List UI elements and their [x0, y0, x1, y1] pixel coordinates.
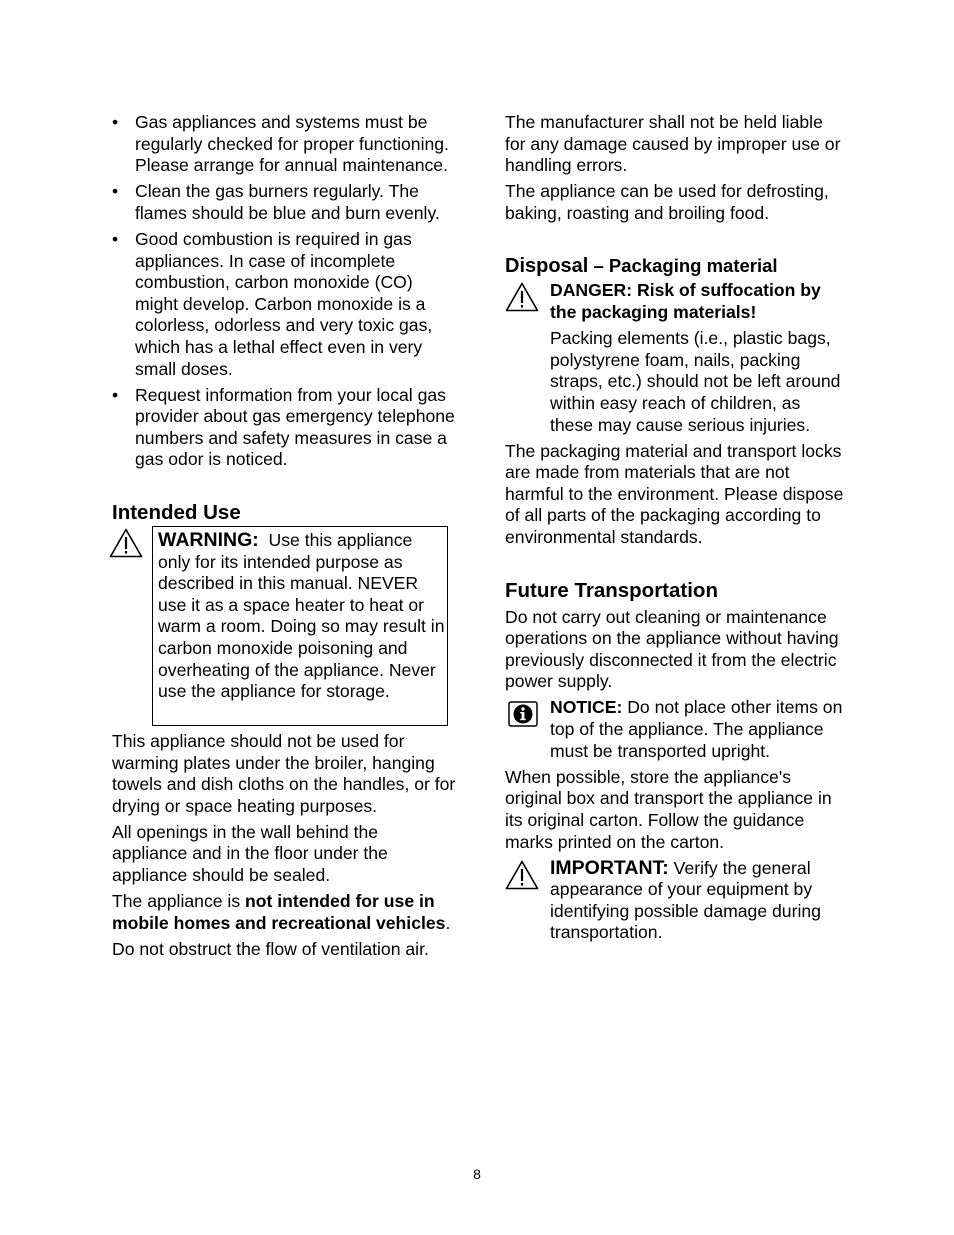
intended-use-paragraph: This appliance should not be used for warming plates under the broiler, hanging towels and dish cloths on the handles, or for drying or space heating purposes. [112, 731, 456, 816]
transportation-paragraph: When possible, store the appliance's original box and transport the appliance in its original carton. Follow the guidance marks printed on the carton. [505, 766, 832, 852]
important-text: Verify the general appearance of your equipment by identifying possible damage during transportation. [550, 857, 821, 943]
warning-triangle-icon [109, 528, 143, 558]
bullet-icon: • [112, 228, 119, 249]
usage-paragraph: The appliance can be used for defrosting, baking, roasting and broiling food. [505, 181, 829, 223]
page-number: 8 [473, 1166, 481, 1182]
list-item: • Request information from your local gas provider about gas emergency telephone numbers and safety measures in case a gas odor is noticed. [112, 384, 455, 470]
danger-callout [505, 280, 845, 436]
list-item: • Gas appliances and systems must be regularly checked for proper functioning. Please arrange for annual maintenance. [112, 112, 449, 176]
list-item: • Clean the gas burners regularly. The flames should be blue and burn evenly. [112, 181, 440, 223]
warning-triangle-icon [505, 282, 539, 312]
notice-text: Do not place other items on top of the appliance. The appliance must be transported upright. [550, 697, 843, 761]
warning-box [152, 526, 448, 726]
intended-use-paragraph: The appliance is not intended for use in mobile homes and recreational vehicles. [112, 891, 451, 933]
list-item: • Good combustion is required in gas appliances. In case of incomplete combustion, carbon monoxide (CO) might develop. Carbon monoxide is a colorless, odorless and very toxic gas, which has a lethal effect even in very small doses. [112, 228, 433, 379]
intended-use-paragraph: Do not obstruct the flow of ventilation air. [112, 938, 429, 959]
liability-paragraph: The manufacturer shall not be held liable for any damage caused by improper use or handling errors. [505, 112, 841, 176]
bullet-icon: • [112, 384, 119, 405]
intended-use-paragraph: All openings in the wall behind the appliance and in the floor under the appliance should be sealed. [112, 821, 388, 886]
warning-label: WARNING: [158, 529, 259, 551]
important-label: IMPORTANT: [550, 856, 669, 879]
warning-callout [112, 526, 457, 728]
warning-text: Use this appliance only for its intended purpose as described in this manual. NEVER use it as a space heater to heat or warm a room. Doing so may result in carbon monoxide poisoning and overheating of the appliance. Never use the appliance for storage. [158, 530, 445, 702]
right-column [505, 112, 845, 949]
left-column [112, 112, 457, 965]
danger-title: DANGER: Risk of suffocation by the packaging materials! [550, 280, 821, 323]
future-transportation-heading: Future Transportation [505, 578, 718, 602]
intended-use-heading: Intended Use [112, 501, 241, 524]
danger-text: Packing elements (i.e., plastic bags, polystyrene foam, nails, packing straps, etc.) should not be left around within easy reach of children, as these may cause serious injuries. [550, 328, 841, 435]
bullet-icon: • [112, 181, 119, 202]
transportation-paragraph: Do not carry out cleaning or maintenance operations on the appliance without having previously disconnected it from the electric power supply. [505, 606, 839, 692]
important-callout [505, 858, 845, 944]
bullet-icon: • [112, 112, 119, 132]
safety-bullet-list [112, 112, 457, 471]
info-icon [508, 701, 538, 727]
disposal-paragraph: The packaging material and transport locks are made from materials that are not harmful to the environment. Please dispose of all parts of the packaging according to environmental standards. [505, 440, 844, 547]
disposal-heading: Disposal – Packaging material [505, 255, 778, 278]
notice-callout [505, 697, 845, 762]
warning-triangle-icon [505, 860, 539, 890]
notice-label: NOTICE: [550, 697, 623, 718]
mobile-homes-warning: not intended for use in mobile homes and recreational vehicles [112, 891, 446, 933]
